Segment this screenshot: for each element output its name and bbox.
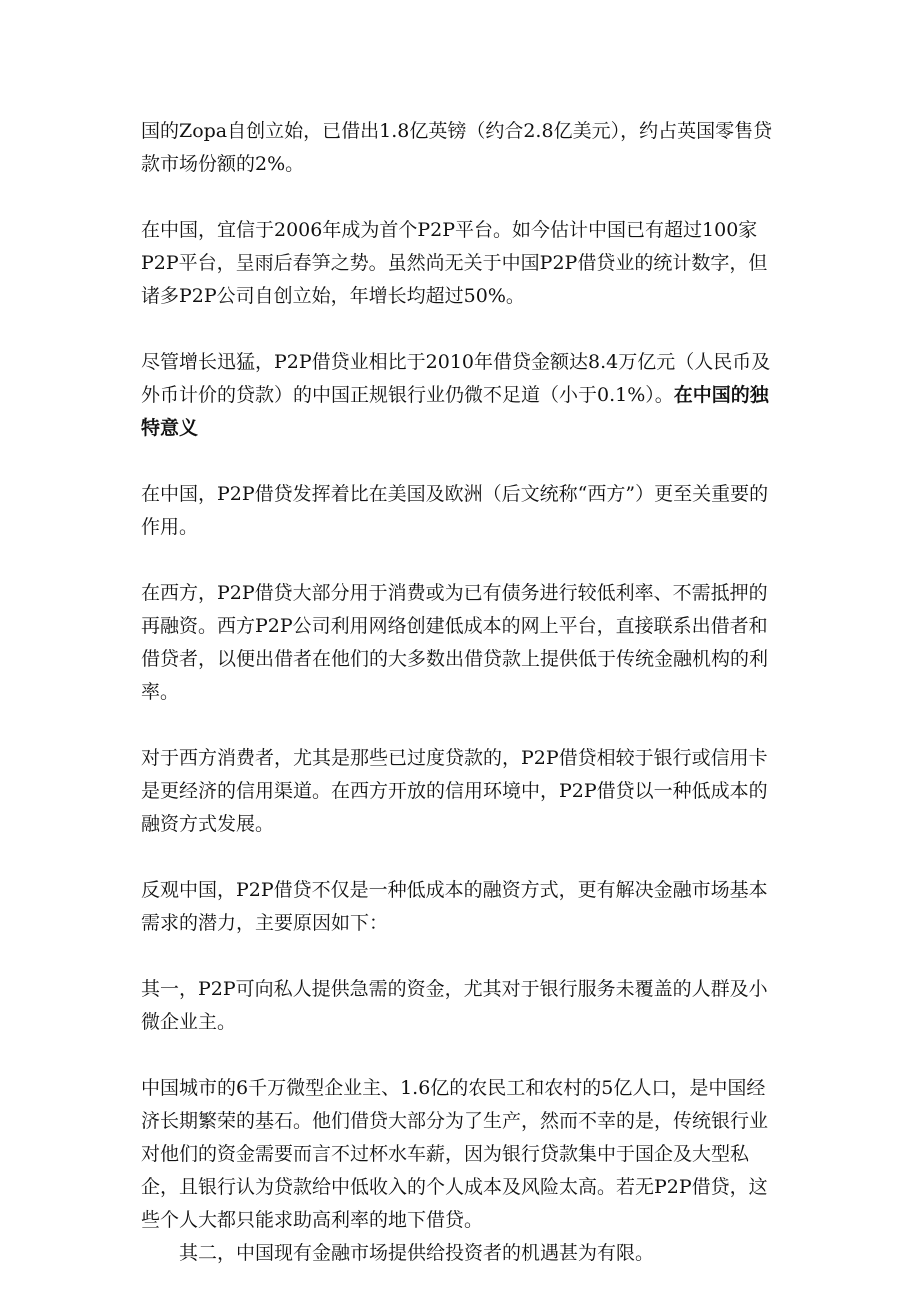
paragraph-growth-comparison [141,346,781,445]
paragraph-role-in-china: 在中国，P2P借贷发挥着比在美国及欧洲（后文统称“西方”）更至关重要的作用。 [141,483,769,538]
paragraph-growth-text: 尽管增长迅猛，P2P借贷业相比于2010年借贷金额达8.4万亿元（人民币及外币计价的贷款）的中国正规银行业仍微不足道（小于0.1%）。 [141,351,771,406]
paragraph-zopa: 国的Zopa自创立始，已借出1.8亿英镑（约合2.8亿美元），约占英国零售贷款市场份额的2%。 [141,120,773,175]
paragraph-china-p2p-platforms: 在中国，宜信于2006年成为首个P2P平台。如今估计中国已有超过100家P2P平台，呈雨后春笋之势。虽然尚无关于中国P2P借贷业的统计数字，但诸多P2P公司自创立始，年增长均超过50%。 [141,219,768,307]
paragraph-western-usage: 在西方，P2P借贷大部分用于消费或为已有债务进行较低利率、不需抵押的再融资。西方P2P公司利用网络创建低成本的网上平台，直接联系出借者和借贷者，以便出借者在他们的大多数出借贷款上提供低于传统金融机构的利率。 [141,582,769,703]
paragraph-china-potential: 反观中国，P2P借贷不仅是一种低成本的融资方式，更有解决金融市场基本需求的潜力，主要原因如下： [141,879,768,934]
section-heading-unique-significance: 在中国的独特意义 [141,384,769,439]
paragraph-micro-entrepreneurs: 中国城市的6千万微型企业主、1.6亿的农民工和农村的5亿人口，是中国经济长期繁荣的基石。他们借贷大部分为了生产，然而不幸的是，传统银行业对他们的资金需要而言不过杯水车薪，因为银行贷款集中于国企及大型私企，且银行认为贷款给中低收入的个人成本及风险太高。若无P2P借贷，这些个人大都只能求助高利率的地下借贷。 [141,1077,769,1231]
paragraph-reason-one: 其一，P2P可向私人提供急需的资金，尤其对于银行服务未覆盖的人群及小微企业主。 [141,978,768,1033]
paragraph-western-consumers: 对于西方消费者，尤其是那些已过度贷款的，P2P借贷相较于银行或信用卡是更经济的信用渠道。在西方开放的信用环境中，P2P借贷以一种低成本的融资方式发展。 [141,747,768,835]
document-body [141,115,781,1270]
paragraph-reason-two: 其二，中国现有金融市场提供给投资者的机遇甚为有限。 [179,1242,655,1264]
